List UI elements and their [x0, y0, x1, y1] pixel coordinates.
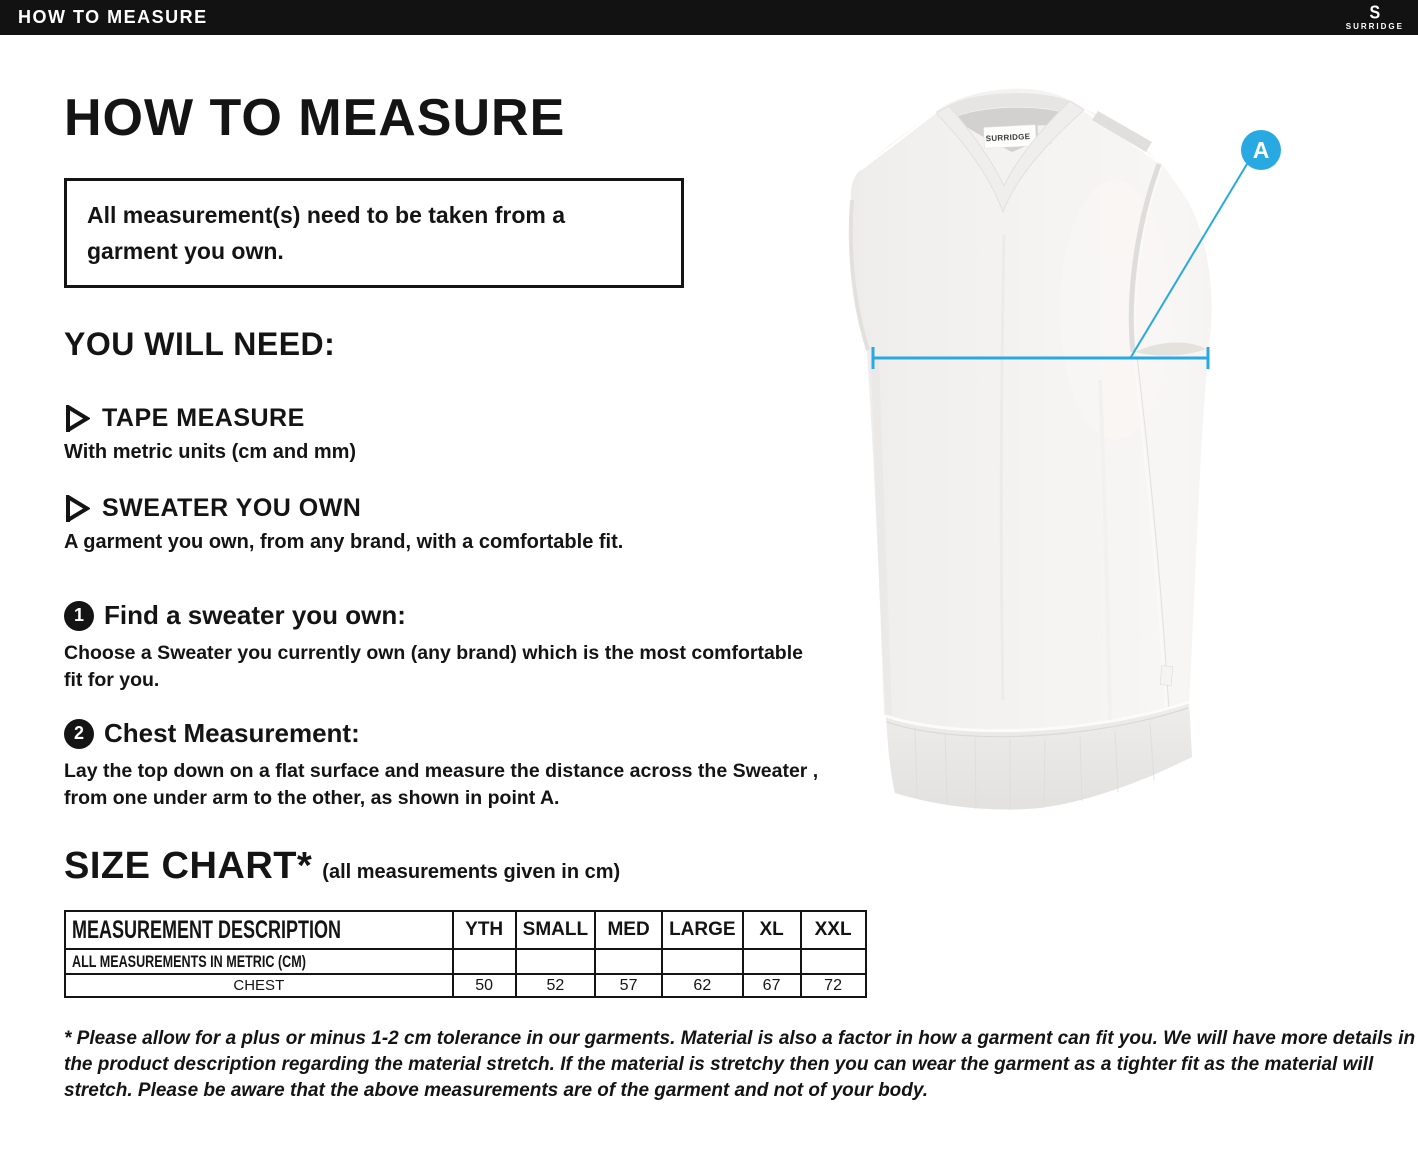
- empty-cell: [662, 949, 743, 974]
- size-chart-heading: [64, 845, 620, 888]
- note-box: [64, 178, 684, 288]
- step-head: [64, 718, 824, 749]
- need-item-description: A garment you own, from any brand, with a comfortable fit.: [64, 531, 624, 553]
- triangle-bullet-icon: [64, 405, 90, 432]
- col-header-yth: YTH: [453, 911, 516, 949]
- table-row-chest: [65, 974, 866, 997]
- point-a-label: A: [1252, 137, 1270, 163]
- chest-value-large: 62: [662, 974, 743, 997]
- col-header-xl: XL: [743, 911, 801, 949]
- col-header-small: SMALL: [516, 911, 595, 949]
- col-header-med: MED: [595, 911, 662, 949]
- step-title: Find a sweater you own:: [104, 600, 406, 630]
- need-item-description: With metric units (cm and mm): [64, 441, 357, 463]
- chest-value-yth: 50: [453, 974, 516, 997]
- step-description: Lay the top down on a flat surface and measure the distance across the Sweater , from one under arm to the other, as shown in point A.: [64, 760, 819, 809]
- triangle-bullet-icon: [64, 495, 90, 522]
- need-item-tape-measure: [64, 404, 356, 464]
- surridge-logo: [1346, 4, 1404, 31]
- tolerance-footnote: * Please allow for a plus or minus 1-2 cm tolerance in our garments. Material is also a factor in how a garment can fit you. We will have more details in the product description regarding the material stretch. If the material is stretchy then you can wear the garment as a tighter fit as the material will stretch. Please be aware that the above measurements are of the garment and not of your body.: [64, 1028, 1416, 1101]
- need-item-head: [64, 404, 356, 433]
- table-metric-row: [65, 949, 866, 974]
- col-header-measurement: [65, 911, 453, 949]
- metric-row-label: ALL MEASUREMENTS IN METRIC (CM): [72, 951, 306, 971]
- size-chart-title: SIZE CHART*: [64, 845, 313, 887]
- chest-value-xxl: 72: [801, 974, 866, 997]
- size-chart-subtitle: (all measurements given in cm): [322, 861, 621, 883]
- need-item-head: [64, 494, 623, 523]
- topbar-title: HOW TO MEASURE: [18, 7, 208, 27]
- empty-cell: [595, 949, 662, 974]
- size-chart-table: [64, 910, 867, 998]
- col-header-large: LARGE: [662, 911, 743, 949]
- metric-row-label-cell: [65, 949, 453, 974]
- empty-cell: [453, 949, 516, 974]
- page-title: HOW TO MEASURE: [64, 89, 566, 147]
- step-description: Choose a Sweater you currently own (any brand) which is the most comfortable fit for you.: [64, 642, 803, 691]
- note-text: All measurement(s) need to be taken from a garment you own.: [87, 202, 566, 264]
- step-head: [64, 600, 824, 631]
- row-label-chest: CHEST: [65, 974, 453, 997]
- empty-cell: [801, 949, 866, 974]
- step-number-badge: 2: [64, 719, 94, 749]
- garment-body: [850, 89, 1212, 810]
- empty-cell: [743, 949, 801, 974]
- col-header-xxl: XXL: [801, 911, 866, 949]
- chest-value-med: 57: [595, 974, 662, 997]
- surridge-s-icon: S: [1369, 3, 1381, 24]
- garment-figure: [780, 45, 1418, 845]
- step-number-badge: 1: [64, 601, 94, 631]
- need-item-label: TAPE MEASURE: [102, 404, 305, 432]
- top-bar: [0, 0, 1418, 35]
- col-header-label: MEASUREMENT DESCRIPTION: [72, 915, 342, 944]
- step-title: Chest Measurement:: [104, 718, 360, 748]
- surridge-wordmark: SURRIDGE: [1345, 22, 1404, 31]
- need-item-sweater: [64, 494, 623, 554]
- you-will-need-heading: YOU WILL NEED:: [64, 326, 336, 362]
- need-item-label: SWEATER YOU OWN: [102, 494, 362, 522]
- step-2: [64, 718, 824, 812]
- empty-cell: [516, 949, 595, 974]
- chest-value-xl: 67: [743, 974, 801, 997]
- neck-label-text: SURRIDGE: [985, 131, 1031, 144]
- chest-value-small: 52: [516, 974, 595, 997]
- table-header-row: [65, 911, 866, 949]
- step-1: [64, 600, 824, 694]
